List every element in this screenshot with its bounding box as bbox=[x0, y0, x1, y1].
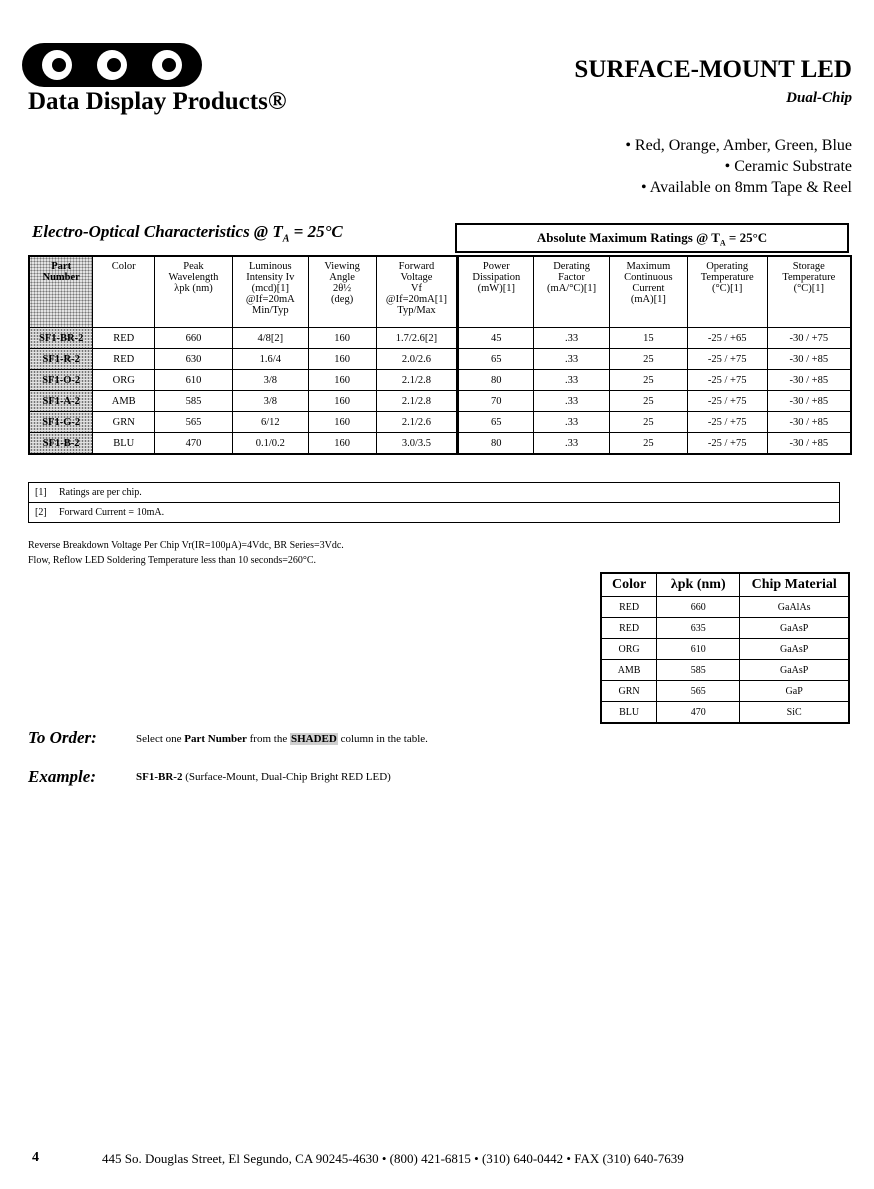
table-row bbox=[29, 391, 851, 412]
table-cell: .33 bbox=[534, 349, 610, 370]
table-cell: GaP bbox=[740, 681, 849, 702]
table-cell: 660 bbox=[657, 597, 740, 618]
order-instructions: Select one Part Number from the SHADED column in the table. bbox=[136, 733, 428, 745]
table-row bbox=[601, 681, 849, 702]
table-cell: -25 / +75 bbox=[687, 370, 767, 391]
table-cell: ORG bbox=[601, 639, 657, 660]
feature-list bbox=[625, 135, 852, 198]
table-cell: 160 bbox=[308, 391, 376, 412]
table-cell: -30 / +85 bbox=[767, 412, 851, 433]
table-cell: 80 bbox=[458, 433, 534, 455]
column-header: Forward Voltage Vf @If=20mA[1] Typ/Max bbox=[376, 256, 458, 328]
electro-optical-heading: Electro-Optical Characteristics @ $T_A = 25^\circ C$ bbox=[32, 222, 343, 245]
absolute-max-ratings-heading: Absolute Maximum Ratings @ $T_A = 25^\circ C$ bbox=[455, 223, 849, 253]
table-cell: 635 bbox=[657, 618, 740, 639]
part-number-cell: SF1-G-2 bbox=[29, 412, 93, 433]
table-cell: 160 bbox=[308, 433, 376, 455]
table-cell: 610 bbox=[657, 639, 740, 660]
brand-name: Data Display Products® bbox=[28, 88, 287, 115]
table-row bbox=[601, 660, 849, 681]
table-row bbox=[601, 639, 849, 660]
table-cell: RED bbox=[93, 328, 155, 349]
table-row bbox=[29, 433, 851, 455]
column-header: Peak Wavelength λpk (nm) bbox=[155, 256, 233, 328]
table-cell: 660 bbox=[155, 328, 233, 349]
table-cell: 585 bbox=[155, 391, 233, 412]
table-cell: 15 bbox=[609, 328, 687, 349]
part-number-cell: SF1-R-2 bbox=[29, 349, 93, 370]
page-title: SURFACE-MOUNT LED bbox=[574, 56, 852, 83]
table-row bbox=[29, 370, 851, 391]
column-header: Power Dissipation (mW)[1] bbox=[458, 256, 534, 328]
table-cell: 565 bbox=[155, 412, 233, 433]
table-cell: -25 / +75 bbox=[687, 391, 767, 412]
table-row bbox=[29, 412, 851, 433]
feature-item: • Red, Orange, Amber, Green, Blue bbox=[625, 137, 852, 154]
table-cell: 160 bbox=[308, 370, 376, 391]
note-line: Reverse Breakdown Voltage Per Chip Vr(IR=100μA)=4Vdc, BR Series=3Vdc. bbox=[28, 540, 344, 551]
table-cell: GaAsP bbox=[740, 618, 849, 639]
table-cell: 585 bbox=[657, 660, 740, 681]
column-header: λpk (nm) bbox=[657, 573, 740, 597]
table-cell: 4/8[2] bbox=[232, 328, 308, 349]
footnote-text: Ratings are per chip. bbox=[59, 487, 142, 498]
table-cell: RED bbox=[601, 597, 657, 618]
table-cell: 470 bbox=[657, 702, 740, 724]
table-cell: 630 bbox=[155, 349, 233, 370]
table-cell: 80 bbox=[458, 370, 534, 391]
example-text: SF1-BR-2 (Surface-Mount, Dual-Chip Bright RED LED) bbox=[136, 771, 391, 783]
table-row bbox=[29, 349, 851, 370]
page-subtitle: Dual-Chip bbox=[786, 90, 852, 106]
table-cell: 45 bbox=[458, 328, 534, 349]
table-cell: 3/8 bbox=[232, 391, 308, 412]
table-cell: -30 / +85 bbox=[767, 391, 851, 412]
feature-item: • Available on 8mm Tape & Reel bbox=[641, 179, 852, 196]
table-cell: AMB bbox=[601, 660, 657, 681]
column-header: Chip Material bbox=[740, 573, 849, 597]
table-cell: 25 bbox=[609, 349, 687, 370]
footnote-number: [1] bbox=[35, 487, 47, 498]
table-cell: 70 bbox=[458, 391, 534, 412]
footnote bbox=[29, 483, 839, 502]
specifications-table bbox=[28, 255, 852, 455]
table-cell: 1.7/2.6[2] bbox=[376, 328, 458, 349]
table-cell: 2.1/2.6 bbox=[376, 412, 458, 433]
part-number-cell: SF1-B-2 bbox=[29, 433, 93, 455]
footnote-text: Forward Current = 10mA. bbox=[59, 507, 165, 518]
table-cell: 65 bbox=[458, 349, 534, 370]
table-cell: .33 bbox=[534, 433, 610, 455]
table-cell: 65 bbox=[458, 412, 534, 433]
table-cell: GRN bbox=[93, 412, 155, 433]
table-cell: BLU bbox=[601, 702, 657, 724]
table-cell: 25 bbox=[609, 433, 687, 455]
additional-notes bbox=[28, 538, 344, 568]
table-cell: .33 bbox=[534, 391, 610, 412]
table-cell: 2.1/2.8 bbox=[376, 370, 458, 391]
table-row bbox=[29, 328, 851, 349]
table-cell: 2.1/2.8 bbox=[376, 391, 458, 412]
table-cell: 1.6/4 bbox=[232, 349, 308, 370]
table-header-row bbox=[29, 256, 851, 328]
table-cell: GaAsP bbox=[740, 639, 849, 660]
table-cell: .33 bbox=[534, 328, 610, 349]
company-logo bbox=[22, 43, 202, 87]
table-cell: -25 / +75 bbox=[687, 433, 767, 455]
footnotes bbox=[28, 482, 840, 523]
footer-address: 445 So. Douglas Street, El Segundo, CA 90245-4630 • (800) 421-6815 • (310) 640-0442 • FAX (310) 640-7639 bbox=[102, 1151, 684, 1166]
table-cell: .33 bbox=[534, 370, 610, 391]
column-header: Part Number bbox=[29, 256, 93, 328]
column-header: Derating Factor (mA/°C)[1] bbox=[534, 256, 610, 328]
order-label: To Order: bbox=[28, 728, 97, 747]
table-cell: AMB bbox=[93, 391, 155, 412]
part-number-cell: SF1-O-2 bbox=[29, 370, 93, 391]
column-header: Viewing Angle 2θ½ (deg) bbox=[308, 256, 376, 328]
part-number-cell: SF1-BR-2 bbox=[29, 328, 93, 349]
table-cell: GaAsP bbox=[740, 660, 849, 681]
table-cell: -30 / +75 bbox=[767, 328, 851, 349]
column-header: Storage Temperature (°C)[1] bbox=[767, 256, 851, 328]
table-cell: ORG bbox=[93, 370, 155, 391]
column-header: Luminous Intensity Iv (mcd)[1] @If=20mA Min/Typ bbox=[232, 256, 308, 328]
table-cell: -30 / +85 bbox=[767, 349, 851, 370]
logo-letter-p bbox=[152, 50, 182, 80]
column-header: Color bbox=[601, 573, 657, 597]
table-cell: SiC bbox=[740, 702, 849, 724]
chip-material-table bbox=[600, 572, 850, 724]
table-cell: 0.1/0.2 bbox=[232, 433, 308, 455]
table-cell: RED bbox=[601, 618, 657, 639]
note-line: Flow, Reflow LED Soldering Temperature less than 10 seconds=260°C. bbox=[28, 555, 317, 566]
logo-letter-d bbox=[42, 50, 72, 80]
footnote bbox=[29, 502, 839, 522]
table-cell: BLU bbox=[93, 433, 155, 455]
table-cell: -25 / +65 bbox=[687, 328, 767, 349]
table-cell: -30 / +85 bbox=[767, 433, 851, 455]
part-number-cell: SF1-A-2 bbox=[29, 391, 93, 412]
table-cell: .33 bbox=[534, 412, 610, 433]
table-header-row bbox=[601, 573, 849, 597]
table-cell: -25 / +75 bbox=[687, 349, 767, 370]
table-cell: 3.0/3.5 bbox=[376, 433, 458, 455]
table-cell: 565 bbox=[657, 681, 740, 702]
table-cell: -25 / +75 bbox=[687, 412, 767, 433]
table-cell: 160 bbox=[308, 328, 376, 349]
table-row bbox=[601, 702, 849, 724]
footnote-number: [2] bbox=[35, 507, 47, 518]
table-cell: GaAlAs bbox=[740, 597, 849, 618]
table-cell: GRN bbox=[601, 681, 657, 702]
table-cell: 25 bbox=[609, 391, 687, 412]
table-cell: 610 bbox=[155, 370, 233, 391]
column-header: Color bbox=[93, 256, 155, 328]
table-cell: RED bbox=[93, 349, 155, 370]
logo-letter-d bbox=[97, 50, 127, 80]
table-cell: 2.0/2.6 bbox=[376, 349, 458, 370]
table-row bbox=[601, 618, 849, 639]
table-row bbox=[601, 597, 849, 618]
feature-item: • Ceramic Substrate bbox=[724, 158, 852, 175]
table-cell: 160 bbox=[308, 412, 376, 433]
table-cell: 6/12 bbox=[232, 412, 308, 433]
table-cell: 470 bbox=[155, 433, 233, 455]
column-header: Maximum Continuous Current (mA)[1] bbox=[609, 256, 687, 328]
example-label: Example: bbox=[28, 767, 96, 786]
table-cell: 160 bbox=[308, 349, 376, 370]
table-cell: 25 bbox=[609, 412, 687, 433]
table-cell: 3/8 bbox=[232, 370, 308, 391]
page-number: 4 bbox=[32, 1150, 39, 1165]
table-cell: 25 bbox=[609, 370, 687, 391]
column-header: Operating Temperature (°C)[1] bbox=[687, 256, 767, 328]
table-cell: -30 / +85 bbox=[767, 370, 851, 391]
